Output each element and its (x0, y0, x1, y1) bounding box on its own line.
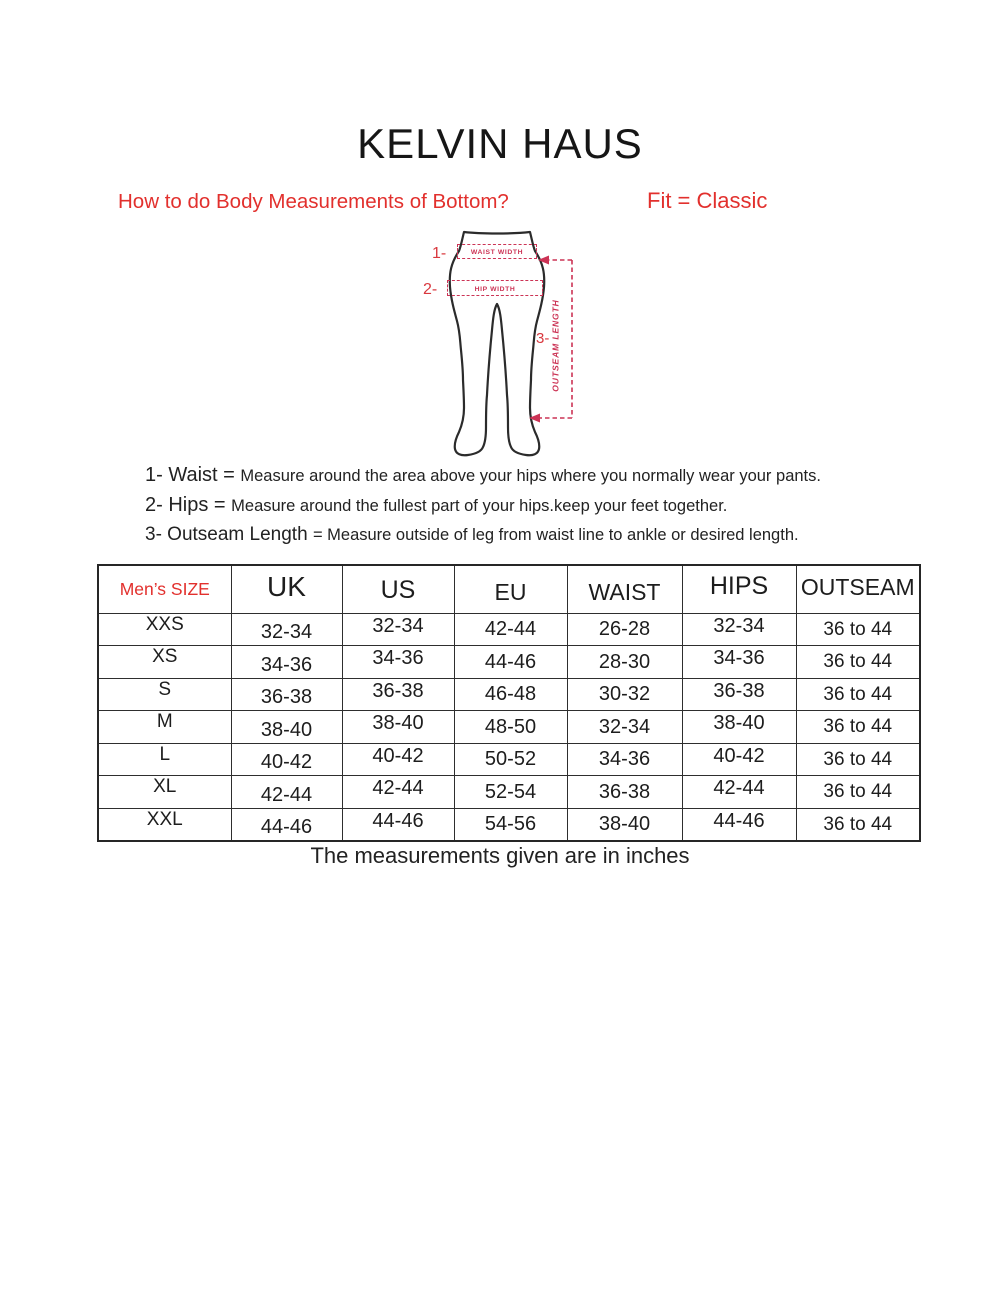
diagram-number-2: 2- (423, 281, 438, 298)
column-header-4: WAIST (567, 565, 682, 613)
size-label-cell: XXL (98, 808, 231, 841)
size-label-cell: M (98, 711, 231, 744)
measurement-cell: 42-44 (454, 613, 567, 646)
measurement-cell: 34-36 (231, 646, 342, 679)
measurement-cell: 26-28 (567, 613, 682, 646)
measurement-cell: 52-54 (454, 776, 567, 809)
measurement-cell: 36-38 (682, 678, 796, 711)
measurement-cell: 32-34 (567, 711, 682, 744)
instruction-lead: 1- Waist = (145, 464, 241, 486)
table-row (98, 711, 920, 744)
measurement-cell: 38-40 (567, 808, 682, 841)
measurement-cell: 36-38 (231, 678, 342, 711)
measurement-cell: 32-34 (342, 613, 454, 646)
waist-width-box (457, 244, 537, 259)
instruction-detail: Measure around the area above your hips where you normally wear your pants. (240, 467, 821, 485)
table-row (98, 678, 920, 711)
pants-outline-figure (420, 225, 605, 461)
measurement-cell: 42-44 (342, 776, 454, 809)
table-header-row (98, 565, 920, 613)
measurement-cell: 30-32 (567, 678, 682, 711)
measurement-cell: 40-42 (682, 743, 796, 776)
measurement-cell: 36 to 44 (796, 613, 920, 646)
measurement-cell: 34-36 (342, 646, 454, 679)
fit-type-label: Fit = Classic (647, 188, 768, 213)
measurement-cell: 40-42 (342, 743, 454, 776)
body-measurement-diagram (420, 225, 605, 461)
measurement-cell: 54-56 (454, 808, 567, 841)
hip-width-box (447, 280, 543, 296)
measurement-cell: 44-46 (231, 808, 342, 841)
column-header-3: EU (454, 565, 567, 613)
size-label-cell: S (98, 678, 231, 711)
measurement-cell: 34-36 (567, 743, 682, 776)
measurement-cell: 36-38 (567, 776, 682, 809)
diagram-number-3: 3- (536, 330, 550, 347)
measurement-cell: 44-46 (342, 808, 454, 841)
table-row (98, 646, 920, 679)
measurement-cell: 44-46 (682, 808, 796, 841)
instruction-lead: 3- Outseam Length (145, 524, 313, 545)
measurement-cell: 46-48 (454, 678, 567, 711)
column-header-2: US (342, 565, 454, 613)
instruction-outseam (145, 524, 945, 546)
measurement-cell: 42-44 (682, 776, 796, 809)
size-label-cell: XL (98, 776, 231, 809)
measurement-cell: 50-52 (454, 743, 567, 776)
instruction-lead: 2- Hips = (145, 494, 232, 516)
measurement-cell: 34-36 (682, 646, 796, 679)
measurement-cell: 44-46 (454, 646, 567, 679)
column-header-1: UK (231, 565, 342, 613)
table-row (98, 613, 920, 646)
measurement-cell: 40-42 (231, 743, 342, 776)
measurement-cell: 36 to 44 (796, 678, 920, 711)
instruction-detail: Measure around the fullest part of your hips.keep your feet together. (231, 497, 728, 515)
table-row (98, 808, 920, 841)
table-row (98, 776, 920, 809)
table-body (98, 613, 920, 841)
outseam-length-label: OUTSEAM LENGTH (550, 299, 561, 392)
measurement-cell: 36 to 44 (796, 711, 920, 744)
column-header-0: Men’s SIZE (98, 565, 231, 613)
measurement-cell: 36 to 44 (796, 808, 920, 841)
measurement-cell: 38-40 (231, 711, 342, 744)
size-label-cell: XS (98, 646, 231, 679)
measurement-cell: 36 to 44 (796, 743, 920, 776)
waist-width-label: WAIST WIDTH (470, 249, 524, 256)
brand-title: KELVIN HAUS (357, 120, 643, 167)
measurement-cell: 28-30 (567, 646, 682, 679)
measurement-cell: 38-40 (682, 711, 796, 744)
size-label-cell: L (98, 743, 231, 776)
hip-width-label: HIP WIDTH (474, 285, 516, 293)
measurement-cell: 36 to 44 (796, 646, 920, 679)
legs-silhouette (450, 232, 544, 455)
measurement-cell: 32-34 (682, 613, 796, 646)
size-label-cell: XXS (98, 613, 231, 646)
measurement-question-heading: How to do Body Measurements of Bottom? (118, 190, 509, 213)
instruction-waist (145, 464, 945, 487)
units-footnote: The measurements given are in inches (310, 843, 690, 868)
measurement-cell: 32-34 (231, 613, 342, 646)
instruction-detail: = Measure outside of leg from waist line to ankle or desired length. (312, 526, 799, 544)
instruction-hips (145, 494, 945, 517)
measurement-cell: 48-50 (454, 711, 567, 744)
column-header-5: HIPS (682, 565, 796, 613)
measurement-cell: 38-40 (342, 711, 454, 744)
measurement-cell: 36 to 44 (796, 776, 920, 809)
column-header-6: OUTSEAM (796, 565, 920, 613)
size-chart-table (97, 564, 921, 842)
measurement-cell: 36-38 (342, 678, 454, 711)
instruction-list (145, 464, 945, 553)
table-row (98, 743, 920, 776)
diagram-number-1: 1- (432, 245, 447, 262)
measurement-cell: 42-44 (231, 776, 342, 809)
